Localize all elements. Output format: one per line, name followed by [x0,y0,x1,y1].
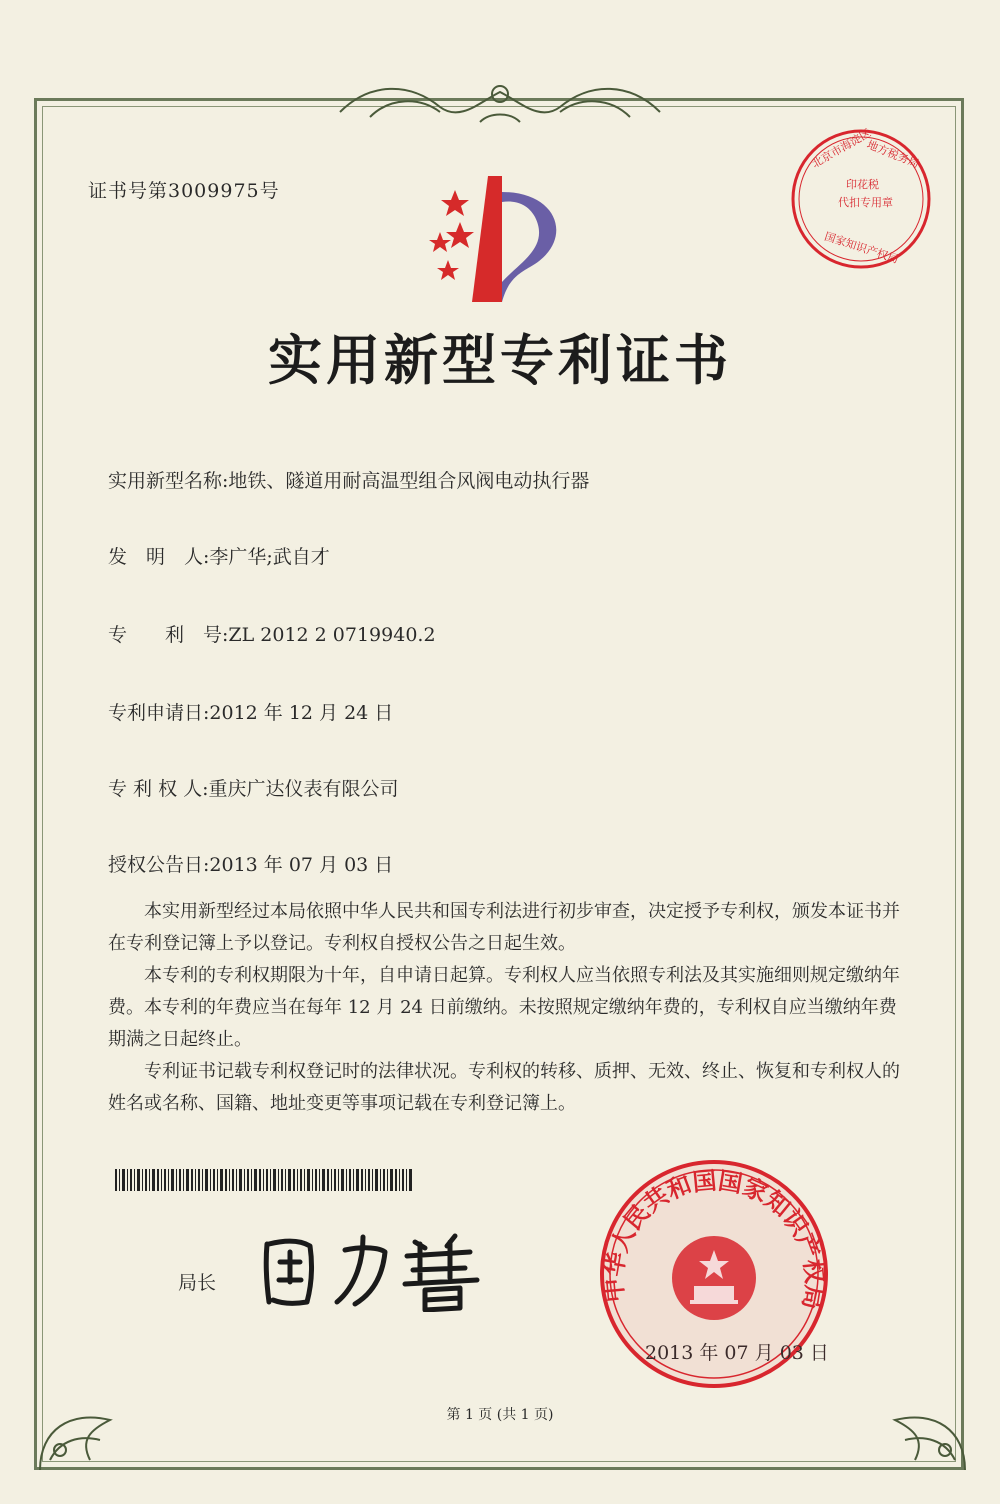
body-paragraph-1: 本实用新型经过本局依照中华人民共和国专利法进行初步审查，决定授予专利权，颁发本证书并在专利登记簿上予以登记。专利权自授权公告之日起生效。 [108,901,900,954]
certificate-number: 证书号第3009975号 [88,180,280,202]
svg-text:印花税: 印花税 [846,178,879,191]
certificate-body [108,896,908,1120]
tax-seal-stamp [788,126,934,272]
director-signature [255,1222,495,1312]
top-ornament [330,72,670,132]
field-value: 地铁、隧道用耐高温型组合风阀电动执行器 [228,470,590,492]
field-value: ZL 2012 2 0719940.2 [228,624,436,646]
svg-text:中华人民共和国国家知识产权局: 中华人民共和国国家知识产权局 [598,1165,830,1312]
field-label: 实用新型名称: [108,470,229,492]
field-value: 重庆广达仪表有限公司 [208,778,399,800]
field-value: 2013 年 07 月 03 日 [209,854,394,876]
field-label: 专 利 权 人: [108,778,209,800]
field-label: 授权公告日: [108,854,210,876]
svg-text:代扣专用章: 代扣专用章 [838,196,893,209]
patentee-field [108,774,399,801]
bottom-right-ornament [865,1380,975,1480]
field-label: 专利申请日: [108,702,210,724]
sipo-logo-icon [410,172,580,312]
field-label: 发 明 人: [108,546,210,568]
page-number: 第 1 页 (共 1 页) [446,1407,554,1423]
utility-model-name-field [108,466,589,493]
application-date-field [108,698,393,725]
seal-date: 2013 年 07 月 03 日 [645,1342,829,1364]
svg-text:北京市海淀区: 北京市海淀区 [809,126,874,171]
inventor-field [108,542,330,569]
body-paragraph-2: 本专利的专利权期限为十年，自申请日起算。专利权人应当依照专利法及其实施细则规定缴纳年费。本专利的年费应当在每年 12 月 24 日前缴纳。未按照规定缴纳年费的，专利权自应当缴纳年费期满之日起终止。 [108,965,900,1050]
field-value: 李广华;武自才 [209,546,330,568]
patent-number-field [108,620,436,647]
certificate-title: 实用新型专利证书 [268,328,732,392]
svg-text:国家知识产权局: 国家知识产权局 [822,229,901,267]
grant-announcement-date-field [108,850,393,877]
field-label: 专 利 号: [108,624,229,646]
field-value: 2012 年 12 月 24 日 [209,702,394,724]
bottom-left-ornament [30,1380,140,1480]
svg-text:地方税务局: 地方税务局 [865,137,921,171]
director-label: 局长 [178,1272,217,1294]
barcode [115,1169,415,1191]
body-paragraph-3: 专利证书记载专利权登记时的法律状况。专利权的转移、质押、无效、终止、恢复和专利权人的姓名或名称、国籍、地址变更等事项记载在专利登记簿上。 [108,1061,900,1114]
